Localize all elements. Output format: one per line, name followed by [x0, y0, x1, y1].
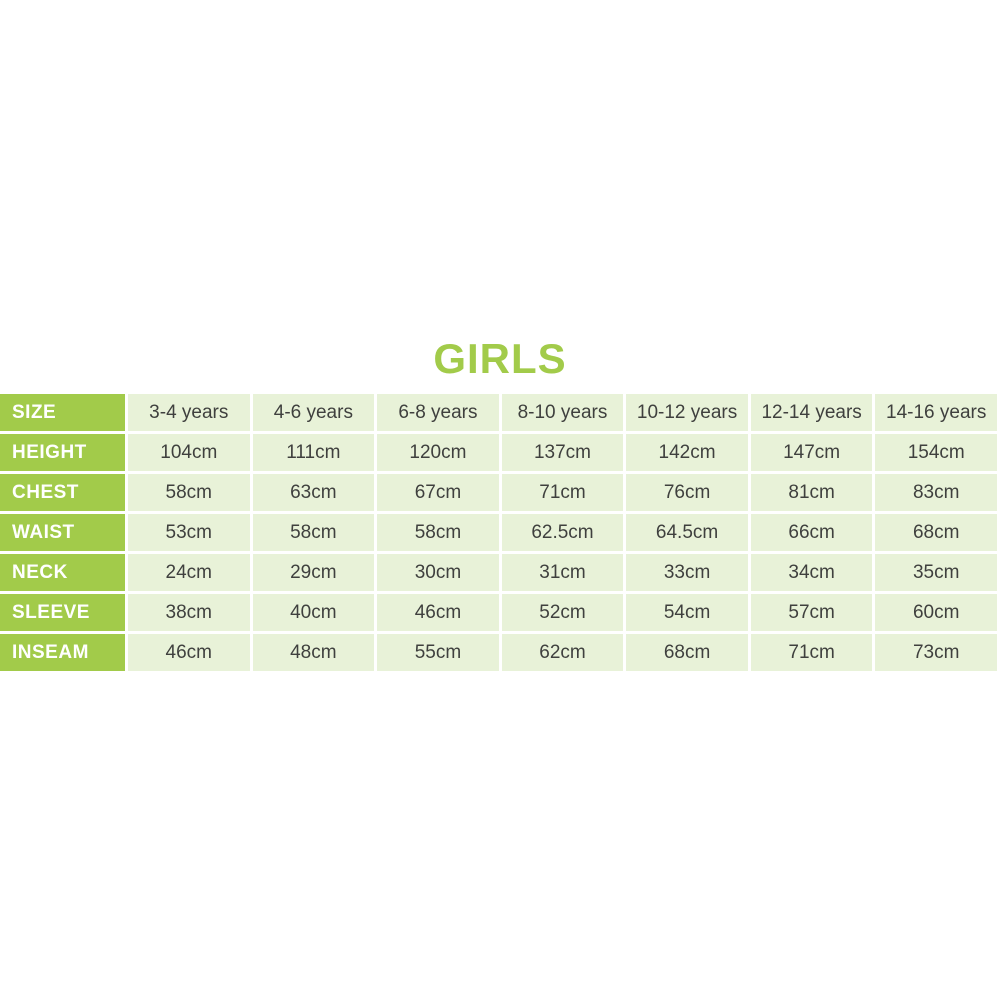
row-label-inseam: INSEAM — [0, 634, 125, 671]
table-cell: 83cm — [875, 474, 997, 511]
table-cell: 62.5cm — [502, 514, 624, 551]
table-cell: 111cm — [253, 434, 375, 471]
table-cell: 58cm — [253, 514, 375, 551]
column-header: 14-16 years — [875, 394, 997, 431]
row-label-waist: WAIST — [0, 514, 125, 551]
table-cell: 33cm — [626, 554, 748, 591]
column-header: 4-6 years — [253, 394, 375, 431]
table-cell: 52cm — [502, 594, 624, 631]
page-title: GIRLS — [433, 335, 567, 382]
table-cell: 76cm — [626, 474, 748, 511]
table-cell: 154cm — [875, 434, 997, 471]
table-cell: 81cm — [751, 474, 873, 511]
table-cell: 35cm — [875, 554, 997, 591]
column-header: 8-10 years — [502, 394, 624, 431]
table-cell: 104cm — [128, 434, 250, 471]
size-table — [0, 394, 997, 671]
row-label-neck: NECK — [0, 554, 125, 591]
table-cell: 31cm — [502, 554, 624, 591]
table-cell: 54cm — [626, 594, 748, 631]
table-cell: 29cm — [253, 554, 375, 591]
table-cell: 46cm — [377, 594, 499, 631]
table-cell: 24cm — [128, 554, 250, 591]
table-cell: 34cm — [751, 554, 873, 591]
table-cell: 60cm — [875, 594, 997, 631]
table-cell: 142cm — [626, 434, 748, 471]
table-cell: 64.5cm — [626, 514, 748, 551]
table-cell: 53cm — [128, 514, 250, 551]
column-header: 3-4 years — [128, 394, 250, 431]
column-header: 12-14 years — [751, 394, 873, 431]
column-header: 10-12 years — [626, 394, 748, 431]
table-cell: 66cm — [751, 514, 873, 551]
table-cell: 63cm — [253, 474, 375, 511]
corner-header-size: SIZE — [0, 394, 125, 431]
table-cell: 40cm — [253, 594, 375, 631]
row-label-height: HEIGHT — [0, 434, 125, 471]
table-cell: 62cm — [502, 634, 624, 671]
row-label-sleeve: SLEEVE — [0, 594, 125, 631]
table-cell: 68cm — [626, 634, 748, 671]
table-cell: 147cm — [751, 434, 873, 471]
table-cell: 71cm — [751, 634, 873, 671]
table-cell: 30cm — [377, 554, 499, 591]
table-cell: 38cm — [128, 594, 250, 631]
table-cell: 57cm — [751, 594, 873, 631]
table-cell: 55cm — [377, 634, 499, 671]
table-cell: 68cm — [875, 514, 997, 551]
table-cell: 73cm — [875, 634, 997, 671]
table-cell: 67cm — [377, 474, 499, 511]
table-cell: 137cm — [502, 434, 624, 471]
table-cell: 120cm — [377, 434, 499, 471]
column-header: 6-8 years — [377, 394, 499, 431]
table-cell: 58cm — [128, 474, 250, 511]
table-cell: 46cm — [128, 634, 250, 671]
table-cell: 48cm — [253, 634, 375, 671]
row-label-chest: CHEST — [0, 474, 125, 511]
table-cell: 71cm — [502, 474, 624, 511]
table-cell: 58cm — [377, 514, 499, 551]
